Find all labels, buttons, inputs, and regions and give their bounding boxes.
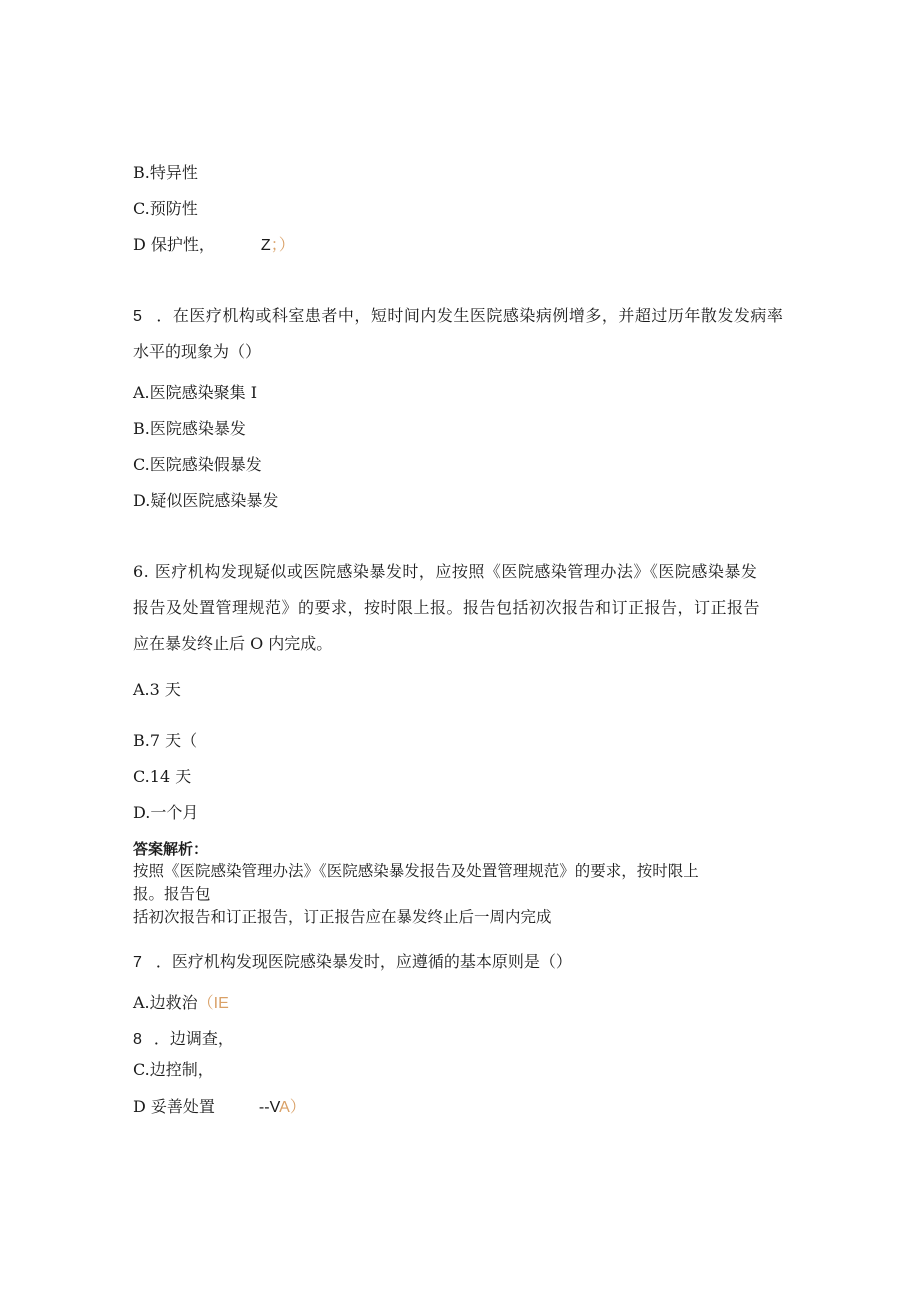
handwritten-mark: ；） [270, 237, 295, 254]
q4-option-d [133, 235, 295, 256]
q5-option-c: C.医院感染假暴发 [133, 455, 262, 474]
q6-analysis-line1: 按照《医院感染管理办法》《医院感染暴发报告及处置管理规范》的要求，按时限上 [133, 862, 699, 880]
handwritten-mark: A） [279, 1099, 306, 1116]
q5-option-d: D.疑似医院感染暴发 [133, 491, 279, 510]
q6-stem-line2: 报告及处置管理规范》的要求，按时限上报。报告包括初次报告和订正报告，订正报告 [133, 598, 761, 617]
q5-number: 5 [133, 308, 143, 325]
q7-number: 7 [133, 954, 142, 971]
handwritten-mark: Z [260, 237, 271, 254]
q6-option-b: B.7 天（ [133, 731, 198, 750]
q7-option-a [133, 993, 229, 1014]
q6-option-a: A.3 天 [133, 680, 181, 699]
q4-option-d-label: D 保护性， [133, 235, 215, 254]
q4-option-b: B.特异性 [133, 163, 198, 182]
q5-stem-line1 [133, 306, 783, 327]
q5-stem-line2: 水平的现象为（） [133, 342, 262, 361]
q7-stem [133, 952, 572, 973]
q6-analysis-line3: 括初次报告和订正报告，订正报告应在暴发终止后一周内完成 [133, 908, 552, 926]
q7-option-c: C.边控制， [133, 1060, 214, 1079]
q6-stem-line3: 应在暴发终止后 O 内完成。 [133, 634, 333, 653]
q7-option-d-label: D 妥善处置 [133, 1097, 215, 1116]
q4-option-c: C.预防性 [133, 199, 198, 218]
q7-option-d [133, 1097, 306, 1118]
q6-analysis-line2: 报。报告包 [133, 885, 211, 903]
handwritten-mark: --V [258, 1099, 280, 1116]
q6-option-d: D.一个月 [133, 803, 199, 822]
q5-option-a: A.医院感染聚集 I [133, 383, 258, 402]
q6-stem-line1: 6. 医疗机构发现疑似或医院感染暴发时，应按照《医院感染管理办法》《医院感染暴发 [133, 562, 758, 581]
q7-option-a-label: A.边救治 [133, 993, 198, 1012]
q7-stem-text: ．医疗机构发现医院感染暴发时，应遵循的基本原则是（） [155, 952, 572, 971]
q6-analysis-title: 答案解析： [133, 840, 209, 858]
q5-stem-text: ．在医疗机构或科室患者中，短时间内发生医院感染病例增多，并超过历年散发发病率 [156, 306, 784, 325]
q5-option-b: B.医院感染暴发 [133, 419, 246, 438]
q7-option-b [133, 1029, 234, 1050]
handwritten-mark: （IE [197, 995, 229, 1012]
q7-option-b-text: ．边调查， [153, 1029, 234, 1048]
q6-option-c: C.14 天 [133, 767, 192, 786]
q7-option-b-number: 8 [133, 1031, 142, 1048]
